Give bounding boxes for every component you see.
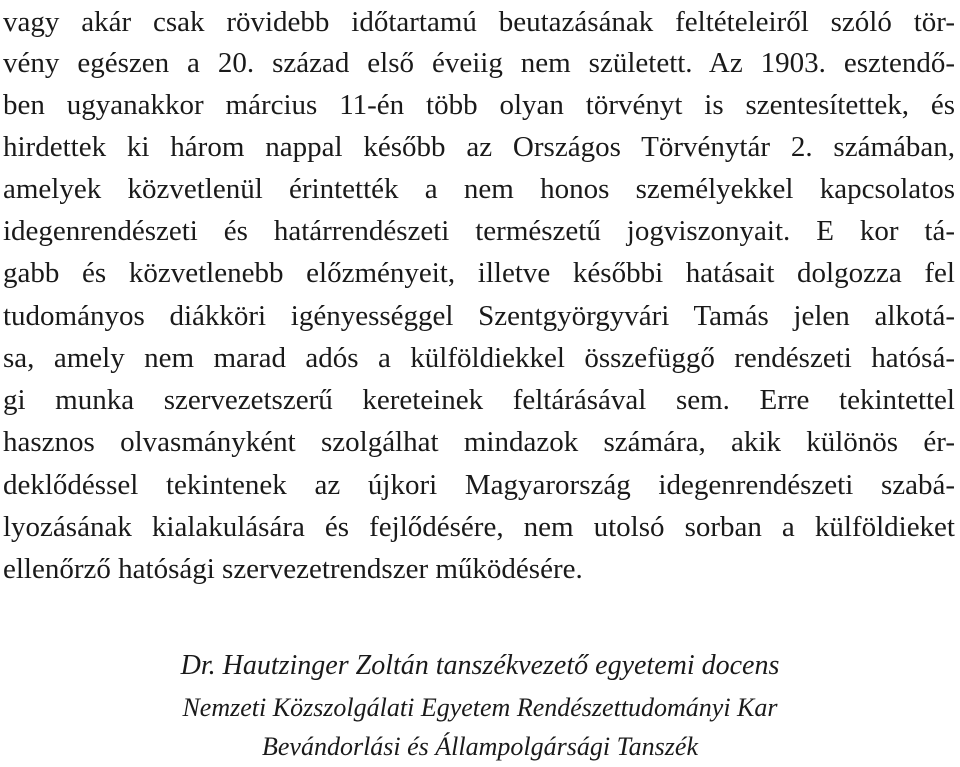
paragraph-line-10: gi munka szervezetszerű kereteinek feltárásával sem. Erre tekintettel [3,384,955,416]
paragraph-line-11: hasznos olvasmányként szolgálhat mindazok számára, akik különös ér- [3,426,955,458]
paragraph-line-6: idegenrendészeti és határrendészeti természetű jogviszonyait. E kor tá- [3,215,955,247]
signature-institution: Nemzeti Közszolgálati Egyetem Rendészettudományi Kar [182,693,778,722]
paragraph-line-1: vagy akár csak rövidebb időtartamú beutazásának feltételeiről szóló tör- [3,6,955,38]
paragraph-line-7: gabb és közvetlenebb előzményeit, illetve későbbi hatásait dolgozza fel [3,257,955,289]
paragraph-line-3: ben ugyanakkor március 11-én több olyan törvényt is szentesítettek, és [3,89,955,121]
paragraph-line-12: deklődéssel tekintenek az újkori Magyarország idegenrendészeti szabá- [3,469,955,501]
paragraph-line-5: amelyek közvetlenül érintették a nem honos személyekkel kapcsolatos [3,173,955,205]
paragraph-line-4: hirdettek ki három nappal később az Országos Törvénytár 2. számában, [3,131,955,163]
paragraph-line-8: tudományos diákköri igényességgel Szentgyörgyvári Tamás jelen alkotá- [3,300,955,332]
signature-department: Bevándorlási és Állampolgársági Tanszék [262,732,698,761]
paragraph-line-13: lyozásának kialakulására és fejlődésére, nem utolsó sorban a külföldieket [3,511,955,543]
paragraph-line-2: vény egészen a 20. század első éveiig nem született. Az 1903. esztendő- [3,47,955,79]
paragraph-line-9: sa, amely nem marad adós a külföldiekkel összefüggő rendészeti hatósá- [3,342,955,374]
paragraph-line-14: ellenőrző hatósági szervezetrendszer működésére. [3,553,583,585]
signature-name: Dr. Hautzinger Zoltán tanszékvezető egyetemi docens [180,650,780,681]
